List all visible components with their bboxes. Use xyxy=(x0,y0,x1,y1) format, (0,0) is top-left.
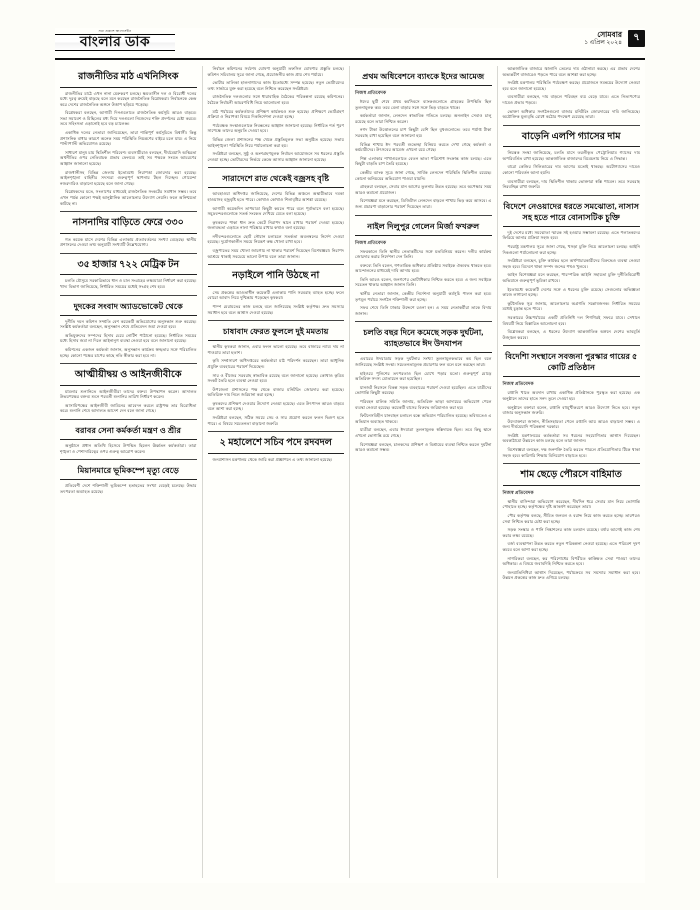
article-headline[interactable]: সারাদেশে রাত থেকেই বজ্রসহ বৃষ্টি xyxy=(222,174,330,184)
article-paragraph: বিশেষজ্ঞরা মনে করছেন, ডিজিটাল লেনদেন বাড়লে শাখায় ভিড় কমে আসবে। এ জন্য প্রচারণা বাড়ানোর পরামর্শ দিয়েছেন তারা। xyxy=(355,198,492,209)
article-separator xyxy=(355,215,492,216)
article-body xyxy=(208,191,345,259)
article-paragraph: জনপ্রশাসন মন্ত্রণালয় থেকে জারি করা প্রজ্ঞাপনে এ তথ্য জানানো হয়েছে। xyxy=(212,456,333,462)
article-paragraph: পৌর কর্তৃপক্ষ বলছে, সীমিত জনবল ও বরাদ্দ নিয়ে কাজ করতে হচ্ছে। তারপরও সেবা নিশ্চিত করার চেষ্টা করা হচ্ছে। xyxy=(502,512,640,524)
issue-date xyxy=(584,30,622,48)
article-paragraph: সফর শেষে তিনি ঢাকার উদ্দেশে রওনা হন। এ সময় নেতাকর্মীরা তাকে বিদায় জানান। xyxy=(355,305,492,316)
article-separator xyxy=(355,321,492,322)
column-1 xyxy=(55,66,203,878)
article-body xyxy=(60,91,197,207)
article-headline[interactable]: ২ মহালেশে সচিব পদে রদবদল xyxy=(219,437,332,449)
article-headline[interactable]: আত্মীয়ীদ্বয় ও আইনজীবীকে xyxy=(74,369,182,381)
article-body xyxy=(60,389,197,414)
article-paragraph: ঈদের ছুটি শেষে প্রথম কর্মদিবসে ব্যাংকগুলোতে গ্রাহকের উপস্থিতি ছিল তুলনামূলক কম। তবে বেলা বাড়ার সঙ্গে সঙ্গে ভিড় বাড়তে থাকে। xyxy=(355,99,492,110)
article-paragraph: রাজনীতির মাঠে এখন নানা মেরুকরণ চলছে। ক্ষমতাসীন দল ও বিরোধী দলের মধ্যে দূরত্ব ক্রমেই বাড়ছে বলে মনে করছেন রাজনৈতিক বিশ্লেষকরা। নির্বাচনকে কেন্দ্র করে দেশের রাজনৈতিক অঙ্গনে উত্তাপ ছড়িয়ে পড়েছে। xyxy=(60,90,197,107)
article-paragraph: ব্যবসায়ীরা বলছেন, দাম বাড়লে পরিবহন ব্যয় বেড়ে যাবে। এতে নিত্যপণ্যের দামেও প্রভাব পড়বে। xyxy=(502,94,640,105)
headline-rule xyxy=(208,340,345,341)
article-paragraph: পাম্প মেরামতের কাজ চলছে বলে জানিয়েছে সংশ্লিষ্ট কর্তৃপক্ষ। দ্রুত সমস্যার সমাধান হবে বলে আশ্বাস দেওয়া হয়েছে। xyxy=(207,303,344,315)
article-paragraph: বিশ্লেষকদের মতে, সংলাপের মাধ্যমেই রাজনৈতিক সংকটের সমাধান সম্ভব। তবে এখন পর্যন্ত কোনো পক্ষই আনুষ্ঠানিক আলোচনার উদ্যোগ নেয়নি। ফলে অনিশ্চয়তা কাটছে না। xyxy=(60,189,197,206)
article-paragraph: একাধিক দলের নেতারা জানিয়েছেন, তারা শান্তিপূর্ণ কর্মসূচিতে বিশ্বাসী। কিন্তু প্রশাসনিক বাধার কারণে অনেক সময় পরিস্থিতি নিয়ন্ত্রণের বাইরে চলে যায়। এ নিয়ে পাল্টাপাল্টি অভিযোগও রয়েছে। xyxy=(60,130,197,147)
article-separator xyxy=(60,295,197,296)
article-paragraph: বক্তব্যে তিনি বলেন, গণতান্ত্রিক অধিকার প্রতিষ্ঠায় সবাইকে ঐক্যবদ্ধ থাকতে হবে। আন্দোলনের মাধ্যমেই দাবি আদায় হবে। xyxy=(355,262,492,274)
headline-rule xyxy=(60,479,197,480)
article-paragraph: নিয়ন্ত্রক সংস্থা জানিয়েছে, চলতি মাসে তরলীকৃত পেট্রোলিয়াম গ্যাসের দাম অপরিবর্তিত রাখা হয়েছে। আন্তর্জাতিক বাজারদর বিবেচনায় নিয়ে এ সিদ্ধান্ত। xyxy=(502,150,640,161)
article-paragraph: আইন বিশেষজ্ঞরা মনে করছেন, পারস্পরিক আইনি সহায়তা চুক্তি দুর্নীতিবিরোধী অভিযানে গুরুত্বপূর্ণ ভূমিকা রাখবে। xyxy=(502,272,640,283)
article-paragraph: অনুষ্ঠানে বক্তারা বলেন, রপ্তানি বহুমুখীকরণে আরও উদ্যোগ নিতে হবে। নতুন বাজার অনুসন্ধান জরুরি। xyxy=(502,404,640,416)
article-separator xyxy=(503,345,641,346)
article-paragraph: রাজধানীসহ বিভিন্ন জেলায় ইতোমধ্যে নিরাপত্তা জোরদার করা হয়েছে। আইনশৃঙ্খলা বাহিনীর সদস্যরা গুরুত্বপূর্ণ স্থাপনায় টহল দিচ্ছেন। গোয়েন্দা নজরদারিও বাড়ানো হয়েছে বলে জানা গেছে। xyxy=(60,169,197,186)
article-body xyxy=(355,356,492,452)
article-separator xyxy=(60,419,197,420)
headline-rule xyxy=(60,385,197,386)
article-paragraph: বর্জ্য ব্যবস্থাপনা উন্নত করতে নতুন পরিকল্পনা নেওয়া হয়েছে। এতে পরিবেশ দূষণ কমবে বলে আশা করা হচ্ছে। xyxy=(502,541,640,552)
article-paragraph: বিশেষজ্ঞরা বলছেন, চালকদের প্রশিক্ষণ ও বিশ্রামের ব্যবস্থা নিশ্চিত করলে দুর্ঘটনা আরও কমানো সম্ভব। xyxy=(355,441,492,453)
article-body xyxy=(503,66,641,120)
article-paragraph: পররাষ্ট্র মন্ত্রণালয় সূত্রে জানা গেছে, খসড়া চুক্তি নিয়ে আলোচনা চলছে। আইনি দিকগুলো পর্যালোচনা করা হচ্ছে। xyxy=(502,244,640,255)
article-paragraph: প্রতিবেশী দেশে শক্তিশালী ভূমিকম্পে হতাহতের সংখ্যা বেড়েই চলেছে। উদ্ধার তৎপরতা অব্যাহত রয়েছে। xyxy=(60,483,197,494)
article-body xyxy=(503,230,641,341)
article-headline[interactable]: বাড়েনি এলপি গ্যাসের দাম xyxy=(521,130,621,142)
article-paragraph: পরিবহন মালিক সমিতি জানায়, অতিরিক্ত ভাড়া আদায়ের অভিযোগ পেলে ব্যবস্থা নেওয়া হয়েছে। কয়েকটি বাসের বিরুদ্ধে জরিমানাও করা হয়। xyxy=(355,399,492,410)
logo-tagline: সত্য প্রকাশে আপোসহীন xyxy=(98,29,132,33)
headline-rule xyxy=(355,85,492,86)
article-paragraph: সেচ প্রকল্পের আওতাধীন কয়েকটি এলাকায় পানি সরবরাহ ব্যাহত হচ্ছে। ফলে বোরো আবাদ নিয়ে দুশ্চিন্তায় পড়েছেন কৃষকরা। xyxy=(207,289,344,301)
article-separator xyxy=(60,211,197,212)
column-2 xyxy=(203,66,351,878)
article-body xyxy=(208,457,345,463)
article-paragraph: কৃষকদের পাকা ধান দ্রুত কেটে নিরাপদ স্থানে রাখার পরামর্শ দেওয়া হয়েছে। জলাবদ্ধতা এড়াতে নালা পরিষ্কার রাখার কথাও বলা হয়েছে। xyxy=(207,219,344,231)
article-paragraph: আগামী কয়েকদিন তাপমাত্রা কিছুটা কমতে পারে বলে পূর্বাভাসে বলা হয়েছে। সমুদ্রবন্দরগুলোকে সতর্ক সংকেত দেখিয়ে যেতে বলা হয়েছে। xyxy=(207,205,344,217)
article-headline[interactable]: শাম ছেড়ে পৌরসে বাহিমাত xyxy=(520,469,622,481)
article-paragraph: চলতি মৌসুমে সরকারিভাবে ধান ও চাল সংগ্রহের লক্ষ্যমাত্রা নির্ধারণ করা হয়েছে। খাদ্য বিভাগ জানিয়েছে, নির্ধারিত সময়ের মধ্যেই সংগ্রহ শেষ হবে। xyxy=(60,278,197,289)
article-paragraph: সংশ্লিষ্টরা বলছেন, সুষ্ঠু ও অংশগ্রহণমূলক নির্বাচন আয়োজনে সব ধরনের প্রস্তুতি নেওয়া হচ্ছে। ভোটারদের নির্ভয়ে কেন্দ্রে আসার আহ্বান জানানো হয়েছে। xyxy=(207,151,344,162)
article-body xyxy=(503,390,641,458)
article-separator xyxy=(60,253,197,254)
article-paragraph: সফরকালে তিনি স্থানীয় নেতাকর্মীদের সঙ্গে মতবিনিময় করেন। দলীয় কার্যক্রম জোরদার করার নির্দেশনা দেন তিনি। xyxy=(355,248,492,260)
article-paragraph: জনপ্রতিনিধিরা আশ্বাস দিয়েছেন, পর্যায়ক্রমে সব সমস্যার সমাধান করা হবে। উন্নয়ন প্রকল্পের কাজ দ্রুত এগিয়ে চলছে। xyxy=(502,569,640,581)
article-paragraph: গ্রাহকরা বলছেন, সেবার মান আগের তুলনায় উন্নত হয়েছে। তবে অপেক্ষার সময় আরও কমানো প্রয়োজন। xyxy=(355,184,492,195)
headline-rule xyxy=(208,286,345,287)
article-paragraph: কর্মকর্তারা জানান, লেনদেন স্বাভাবিক গতিতে চলছে। অনলাইন সেবাও চালু রয়েছে বলে তারা নিশ্চিত করেন। xyxy=(355,113,492,124)
article-body xyxy=(60,319,197,359)
article-paragraph: ব্যবসায়ীরা বলছেন, দাম স্থিতিশীল থাকায় ভোক্তারা স্বস্তি পাবেন। তবে সরবরাহ নিরবচ্ছিন্ন রাখা জরুরি। xyxy=(502,178,640,190)
article-paragraph: নাগরিকরা বলছেন, কর পরিশোধের বিপরীতে কাঙ্ক্ষিত সেবা পাওয়া তাদের অধিকার। এ বিষয়ে জবাবদিহি নিশ্চিত করতে হবে। xyxy=(502,555,640,567)
article-headline[interactable]: বিদেশে নেওয়াদের ধরতে সমঝোতা, নাসাস সহ হতে পারে বোনাসটিক চুক্তি xyxy=(503,201,640,222)
article-paragraph: কেন্দ্রীয় ব্যাংক সূত্রে জানা গেছে, সার্বিক লেনদেন পরিস্থিতি স্থিতিশীল রয়েছে। কোনো অনিয়মের অভিযোগ পাওয়া যায়নি। xyxy=(355,169,492,181)
headline-rule xyxy=(60,315,197,316)
article-paragraph: স্থানীয় কৃষকরা জানান, এবার ফলন ভালো হয়েছে। তবে বাজারে ন্যায্য দাম না পাওয়ায় তারা হতাশ। xyxy=(207,344,344,355)
article-paragraph: উপজেলা প্রশাসনের পক্ষ থেকে বাজার মনিটরিং জোরদার করা হয়েছে। অতিরিক্ত দাম নিলে জরিমানা করা হচ্ছে। xyxy=(207,386,344,398)
masthead xyxy=(55,28,645,60)
article-headline[interactable]: নড়াইলে পানি উঠছে না xyxy=(232,270,320,282)
article-paragraph: আসামিপক্ষের আইনজীবী জামিনের আবেদন করলে রাষ্ট্রপক্ষ তার বিরোধিতা করে। শুনানি শেষে আদালত আদেশ দেন বলে জানা গেছে। xyxy=(60,402,197,414)
article-paragraph: কৃষকদের প্রশিক্ষণ দেওয়ার উদ্যোগ নেওয়া হয়েছে। এতে উৎপাদন আরও বাড়বে বলে আশা করা হচ্ছে। xyxy=(207,400,344,412)
logo-title: বাংলার ডাক xyxy=(55,34,175,51)
article-paragraph: সার ও বীজের সরবরাহ স্বাভাবিক রয়েছে বলে জানানো হয়েছে। কোথাও কৃত্রিম সংকট তৈরি হলে ব্যবস্থা নেওয়া হবে। xyxy=(207,372,344,384)
article-paragraph: রপ্তানি খাতে অবদান রাখায় একাধিক প্রতিষ্ঠানকে পুরস্কৃত করা হয়েছে। এক অনুষ্ঠানে তাদের হাতে সনদ তুলে দেওয়া হয়। xyxy=(502,390,640,401)
article-paragraph: সড়ক সংস্কার ও পানি নিষ্কাশনের কাজ চলমান রয়েছে। বর্ষার আগেই কাজ শেষ করার লক্ষ্য রয়েছে। xyxy=(502,527,640,538)
article-paragraph: বিশ্লেষকরা বলছেন, এ ধরনের উদ্যোগ আন্তর্জাতিক অঙ্গনে দেশের ভাবমূর্তি উজ্জ্বল করবে। xyxy=(502,329,640,340)
article-paragraph: সরকারের উচ্চপর্যায়ের একটি প্রতিনিধি দল শিগগিরই সফরে যাবে। সেখানে বিষয়টি নিয়ে বিস্তারিত আলোচনা হবে। xyxy=(502,314,640,326)
headline-rule xyxy=(355,235,492,236)
article-body xyxy=(503,150,641,190)
headline-rule xyxy=(60,233,197,234)
article-body xyxy=(208,66,345,162)
headline-rule xyxy=(503,376,641,377)
article-separator xyxy=(208,431,345,432)
issue-date-text: ১ এপ্রিল ২০২৪ xyxy=(584,40,622,46)
article-paragraph: স্থানীয় নেতারা জানান, কেন্দ্রীয় নির্দেশনা অনুযায়ী কর্মসূচি পালন করা হবে। তৃণমূল পর্যায়ে সংগঠন শক্তিশালী করা হচ্ছে। xyxy=(355,291,492,302)
article-headline[interactable]: বরাবর সেনা কর্মকর্তা মন্ত্রণ ও শ্রীর xyxy=(75,426,181,435)
article-paragraph: অভিযুক্তদের সম্পদের হিসাব চেয়ে নোটিশ পাঠানো হয়েছে। নির্ধারিত সময়ের মধ্যে হিসাব জমা না দিলে আইনানুগ ব্যবস্থা নেওয়া হবে বলে জানানো হয়েছে। xyxy=(60,332,197,344)
article-separator xyxy=(503,125,641,126)
newspaper-sheet xyxy=(55,28,645,883)
article-headline[interactable]: চাষাবাদ ফেরত ফুললে দুই মমতায় xyxy=(222,327,329,337)
article-paragraph: কূটনৈতিক সূত্র জানায়, আলোচনার অগ্রগতি সন্তোষজনক। নির্ধারিত সময়ের মধ্যেই চূড়ান্ত হতে পারে। xyxy=(502,300,640,312)
article-paragraph: বিভিন্ন শাখায় ঈদ পরবর্তী শুভেচ্ছা বিনিময় করতে দেখা গেছে কর্মকর্তা ও কর্মচারীদের। উৎসবের আমেজ এখনো রয়ে গেছে। xyxy=(355,141,492,153)
article-body xyxy=(355,249,492,317)
article-paragraph: স্থানীয় বাসিন্দারা অভিযোগ করেছেন, দীর্ঘদিন ধরে সেবার মান নিয়ে ভোগান্তি পোহাতে হচ্ছে। কর্তৃপক্ষের দৃষ্টি আকর্ষণ করেছেন তারা। xyxy=(502,498,640,510)
article-separator xyxy=(60,363,197,364)
article-paragraph: শিল্প এলাকার শাখাগুলোতে বেতন ভাতা পরিশোধ সংক্রান্ত কাজ চলছে। এতে কিছুটা বাড়তি চাপ তৈরি হয়েছে। xyxy=(355,155,492,167)
article-headline[interactable]: রাজনীতির মাঠ এখনিসিংক xyxy=(78,71,179,82)
article-byline: নিজস্ব প্রতিবেদক xyxy=(502,489,534,495)
article-headline[interactable]: দুদকের সংবাদ অ্যাডভোকেট থেকে xyxy=(73,301,183,311)
article-headline[interactable]: নাসনাদির বাড়িতে ফেরে ৩৩০ xyxy=(72,217,184,229)
article-paragraph: যাত্রীরা বলছেন, এবার ঈদযাত্রা তুলনামূলক স্বস্তিদায়ক ছিল। তবে কিছু স্থানে এখনো ভোগান্তি রয়ে গেছে। xyxy=(355,427,492,438)
article-separator xyxy=(503,463,641,464)
newspaper-logo[interactable] xyxy=(55,28,175,54)
article-body xyxy=(60,278,197,289)
article-byline: নিজস্ব প্রতিবেদক xyxy=(502,381,534,387)
article-paragraph: নদীবন্দরগুলোতে ছোট নৌযান চলাচলে সতর্কতা অবলম্বনের নির্দেশ দেওয়া হয়েছে। দুর্যোগকালীন সময়ে নিয়ন্ত্রণ কক্ষ খোলা রাখা হবে। xyxy=(207,233,344,245)
article-body xyxy=(208,344,345,426)
article-separator xyxy=(208,320,345,321)
headline-rule xyxy=(208,453,345,454)
article-paragraph: সংশ্লিষ্টরা বলছেন, চুক্তি কার্যকর হলে অর্থপাচারকারীদের বিরুদ্ধেও ব্যবস্থা নেওয়া সহজ হবে। বিদেশে থাকা সম্পদ জব্দের পথও খুলবে। xyxy=(502,258,640,269)
article-body xyxy=(503,499,641,581)
article-paragraph: নগদ টাকা উত্তোলনের চাপ কিছুটা বেশি ছিল বুথগুলোতে। তবে পর্যাপ্ত টাকা সরবরাহ রাখা হয়েছিল বলে জানানো হয়। xyxy=(355,127,492,138)
article-paragraph: রাজনৈতিক দলগুলোর সঙ্গে ধারাবাহিক বৈঠকের পরিকল্পনা রয়েছে কমিশনের। বৈঠকে নির্বাচনী আচরণবিধি নিয়ে আলোচনা হবে। xyxy=(207,94,344,105)
headline-rule xyxy=(60,439,197,440)
column-3 xyxy=(350,66,498,878)
article-paragraph: বিভিন্ন জেলা প্রশাসনের পক্ষ থেকে প্রস্তুতিমূলক সভা অনুষ্ঠিত হয়েছে। সভায় আইনশৃঙ্খলা পরিস্থিতি নিয়ে পর্যালোচনা করা হয়। xyxy=(207,136,344,148)
article-paragraph: সংশ্লিষ্টরা বলছেন, সঠিক সময়ে সেচ ও সার প্রয়োগ করলে ফলন দ্বিগুণ হতে পারে। এ বিষয়ে সচেতনতা বাড়ানো জরুরি। xyxy=(207,415,344,426)
article-separator xyxy=(208,167,345,168)
article-paragraph: এবারের ঈদযাত্রায় সড়ক দুর্ঘটনার সংখ্যা তুলনামূলকভাবে কম ছিল বলে জানিয়েছে সংশ্লিষ্ট সংস্থা। সচেতনতামূলক প্রচারণার ফল বলে মনে করছেন তারা। xyxy=(355,356,492,368)
headline-rule xyxy=(60,274,197,275)
article-paragraph: উদ্যোক্তারা জানান, নীতিসহায়তা পেলে রপ্তানি আয় আরও বাড়ানো সম্ভব। এ জন্য দীর্ঘমেয়াদি পরিকল্পনা দরকার। xyxy=(502,418,640,430)
article-paragraph: অনুষ্ঠানে প্রধান অতিথি হিসেবে উপস্থিত ছিলেন ঊর্ধ্বতন কর্মকর্তারা। তারা শৃঙ্খলা ও পেশাদারিত্বের ওপর গুরুত্ব আরোপ করেন। xyxy=(60,443,197,454)
headline-rule xyxy=(208,187,345,188)
article-paragraph: বিশেষজ্ঞরা বলছেন, দক্ষ জনশক্তি তৈরি করতে পারলে প্রতিযোগিতায় টিকে থাকা সহজ হবে। কারিগরি শিক্ষায় বিনিয়োগ বাড়াতে হবে। xyxy=(502,447,640,458)
article-paragraph: দুর্নীতি দমন কমিশন সম্প্রতি বেশ কয়েকটি অভিযোগের অনুসন্ধান শুরু করেছে। সংশ্লিষ্ট কর্মকর্তারা বলছেন, অনুসন্ধান শেষে প্রতিবেদন জমা দেওয়া হবে। xyxy=(60,318,197,330)
masthead-right xyxy=(584,30,645,48)
article-headline[interactable]: প্রথম অধিবেশনে ব্যাংকে ইদের আমেজ xyxy=(362,72,485,81)
article-paragraph: বজ্রপাতের সময় খোলা জায়গায় না থাকার পরামর্শ দিয়েছেন বিশেষজ্ঞরা। নিরাপদ আশ্রয়ে থাকাই সবচেয়ে ভালো উপায় বলে তারা জানান। xyxy=(207,248,344,259)
article-separator xyxy=(503,195,641,196)
article-body xyxy=(355,99,492,210)
article-paragraph: ভোক্তা অধিকার সংগঠনগুলো বাজার মনিটরিং জোরদারের দাবি জানিয়েছে। অযৌক্তিক মূল্যবৃদ্ধি রোধে কঠোর পদক্ষেপ চেয়েছে তারা। xyxy=(502,108,640,120)
article-paragraph: মামলার শুনানিতে আইনজীবীরা তাদের বক্তব্য উপস্থাপন করেন। আদালত উভয়পক্ষের বক্তব্য শুনে পরবর্তী শুনানির তারিখ নির্ধারণ করেন। xyxy=(60,388,197,400)
article-paragraph: ইতোমধ্যে কয়েকটি দেশের সঙ্গে এ ধরনের চুক্তি রয়েছে। সেগুলোর অভিজ্ঞতা কাজে লাগানো হচ্ছে। xyxy=(502,286,640,298)
article-paragraph: বারো কেজির সিলিন্ডারের দাম আগের মতোই থাকছে। অটোগ্যাসের দামেও কোনো পরিবর্তন আনা হয়নি। xyxy=(502,164,640,176)
article-byline: নিজস্ব প্রতিবেদক xyxy=(355,239,387,245)
headline-rule xyxy=(503,146,641,147)
article-headline[interactable]: ৩৫ হাজার ৭২২ মেট্রিক টন xyxy=(77,258,180,270)
issue-day: সোমবার xyxy=(597,30,622,39)
article-paragraph: দুই দেশের মধ্যে সমঝোতা স্মারক সই হওয়ার সম্ভাবনা রয়েছে। এতে পলাতকদের ফিরিয়ে আনার প্রক্রিয়া সহজ হবে। xyxy=(502,229,640,241)
headline-rule xyxy=(355,352,492,353)
article-byline: নিজস্ব প্রতিবেদক xyxy=(355,90,387,95)
article-headline[interactable]: নাইল দিলুপুর গেলেন মির্জা ফখরুল xyxy=(367,221,480,231)
article-paragraph: আবহাওয়া অধিদপ্তর জানিয়েছে, দেশের বিভিন্ন অঞ্চলে অস্থায়ীভাবে দমকা হাওয়াসহ বজ্রবৃষ্টি হতে পারে। কোথাও কোথাও শিলাবৃষ্টির আশঙ্কা রয়েছে। xyxy=(207,191,344,202)
article-headline[interactable]: চলতি বছর দিনে কমেছে সড়ক দুর্ঘটনা, ব্যাহতভাবে ঈদ উদযাপন xyxy=(363,328,484,349)
article-paragraph: হাইওয়ে পুলিশের তৎপরতাও ছিল চোখে পড়ার মতো। গুরুত্বপূর্ণ মোড়ে অতিরিক্ত সদস্য মোতায়েন করা হয়েছিল। xyxy=(355,370,492,382)
article-paragraph: নির্বাচন কমিশনের সর্বশেষ ঘোষণা অনুযায়ী তফসিল ঘোষণার প্রস্তুতি চলছে। কমিশন সচিবালয় সূত্রে জানা গেছে, প্রয়োজনীয় কাজ প্রায় শেষ পর্যায়ে। xyxy=(207,66,344,77)
article-paragraph: যানজট নিরসনে বিকল্প সড়ক ব্যবহারের পরামর্শ দেওয়া হয়েছিল। এতে যাত্রীদের ভোগান্তি কিছুটা কমেছে। xyxy=(355,384,492,396)
article-body xyxy=(60,443,197,454)
article-paragraph: ফিটনেসবিহীন যানবাহন চলাচল বন্ধে অভিযান পরিচালিত হয়েছে। ভবিষ্যতেও এ অভিযান অব্যাহত থাকবে। xyxy=(355,413,492,424)
article-separator xyxy=(208,264,345,265)
article-paragraph: কৃষি সম্প্রসারণ অধিদপ্তরের কর্মকর্তারা মাঠ পরিদর্শন করেছেন। তারা আধুনিক প্রযুক্তি ব্যবহারের পরামর্শ দিয়েছেন। xyxy=(207,358,344,369)
article-paragraph: সাধারণ মানুষ চায় স্থিতিশীল পরিবেশ। ব্যবসায়ীরাও বলছেন, দীর্ঘমেয়াদি অস্থিরতা অর্থনীতির ওপর নেতিবাচক প্রভাব ফেলবে। তাই সব পক্ষকে সংযত আচরণের আহ্বান জানানো হয়েছে। xyxy=(60,149,197,167)
headline-rule xyxy=(503,226,641,227)
article-paragraph: ভোটার তালিকা হালনাগাদের কাজ ইতোমধ্যে সম্পন্ন হয়েছে। নতুন ভোটারদের তথ্য সার্ভারে যুক্ত করা হয়েছে বলে নিশ্চিত করেছেন সংশ্লিষ্টরা। xyxy=(207,80,344,91)
page-number-badge: ৭ xyxy=(628,30,645,47)
article-separator xyxy=(60,459,197,460)
article-paragraph: সংশ্লিষ্ট মন্ত্রণালয় পরিস্থিতি পর্যবেক্ষণ করছে। প্রয়োজনে সমন্বয়ের উদ্যোগ নেওয়া হবে বলে জানানো হয়েছে। xyxy=(502,80,640,91)
article-body xyxy=(60,237,197,248)
article-headline[interactable]: মিয়ানমারে ভূমিকম্পে মৃত্যু বেড়ে xyxy=(77,466,179,476)
article-paragraph: বিশ্লেষকরা বলছেন, আগামী দিনগুলোতে রাজনৈতিক কর্মসূচি আরও বাড়বে। সভা সমাবেশ ও মিছিলের মধ্য দিয়ে দলগুলো নিজেদের শক্তি প্রদর্শনের চেষ্টা করবে। তবে সহিংসতা এড়ানোই হবে বড় চ্যালেঞ্জ। xyxy=(60,110,197,127)
article-body xyxy=(60,483,197,494)
headline-rule xyxy=(503,485,641,486)
headline-rule xyxy=(60,87,197,88)
article-paragraph: আন্তর্জাতিক বাজারে জ্বালানি তেলের দাম ওঠানামা করছে। এর প্রভাব দেশের অভ্যন্তরীণ বাজারেও পড়তে পারে বলে আশঙ্কা করা হচ্ছে। xyxy=(502,66,640,77)
article-body xyxy=(208,290,345,315)
article-paragraph: গত কয়েক মাসে দেশের বিভিন্ন এলাকায় প্রত্যাবর্তনের সংখ্যা বেড়েছে। স্থানীয় প্রশাসনের দেওয়া তথ্য অনুযায়ী সংখ্যাটি উল্লেখযোগ্য। xyxy=(60,236,197,248)
article-paragraph: তিনি আরও বলেন, জনগণের ভোটাধিকার নিশ্চিত করতে হবে। এ জন্য সবাইকে সচেতন থাকার আহ্বান জানান তিনি। xyxy=(355,276,492,288)
article-paragraph: কমিশনের একজন কর্মকর্তা জানান, অনুসন্ধান কার্যক্রম স্বচ্ছতার সঙ্গে পরিচালিত হচ্ছে। কোনো পক্ষের চাপের কাছে নতি স্বীকার করা হবে না। xyxy=(60,346,197,358)
article-paragraph: মাঠ পর্যায়ের কর্মকর্তাদের প্রশিক্ষণ কার্যক্রমও শুরু হয়েছে। প্রশিক্ষণে ভোটগ্রহণ প্রক্রিয়া ও নিরাপত্তা বিষয়ে দিকনির্দেশনা দেওয়া হচ্ছে। xyxy=(207,108,344,120)
article-headline[interactable]: বিদেশিা সংস্থানে সবজনা পুরস্কার গায়ের ৫ কোটি প্রতিষ্ঠান xyxy=(505,352,638,373)
column-container xyxy=(55,66,645,878)
column-4 xyxy=(498,66,646,878)
article-paragraph: সংশ্লিষ্ট মন্ত্রণালয়ের কর্মকর্তারা সব ধরনের সহযোগিতার আশ্বাস দিয়েছেন। অবকাঠামো উন্নয়নে কাজ চলছে বলে তারা জানান। xyxy=(502,432,640,444)
article-paragraph: পর্যবেক্ষক সংস্থাগুলোকে নিবন্ধনের আহ্বান জানানো হয়েছে। নির্ধারিত শর্ত পূরণ সাপেক্ষে তাদের অনুমতি দেওয়া হবে। xyxy=(207,122,344,134)
